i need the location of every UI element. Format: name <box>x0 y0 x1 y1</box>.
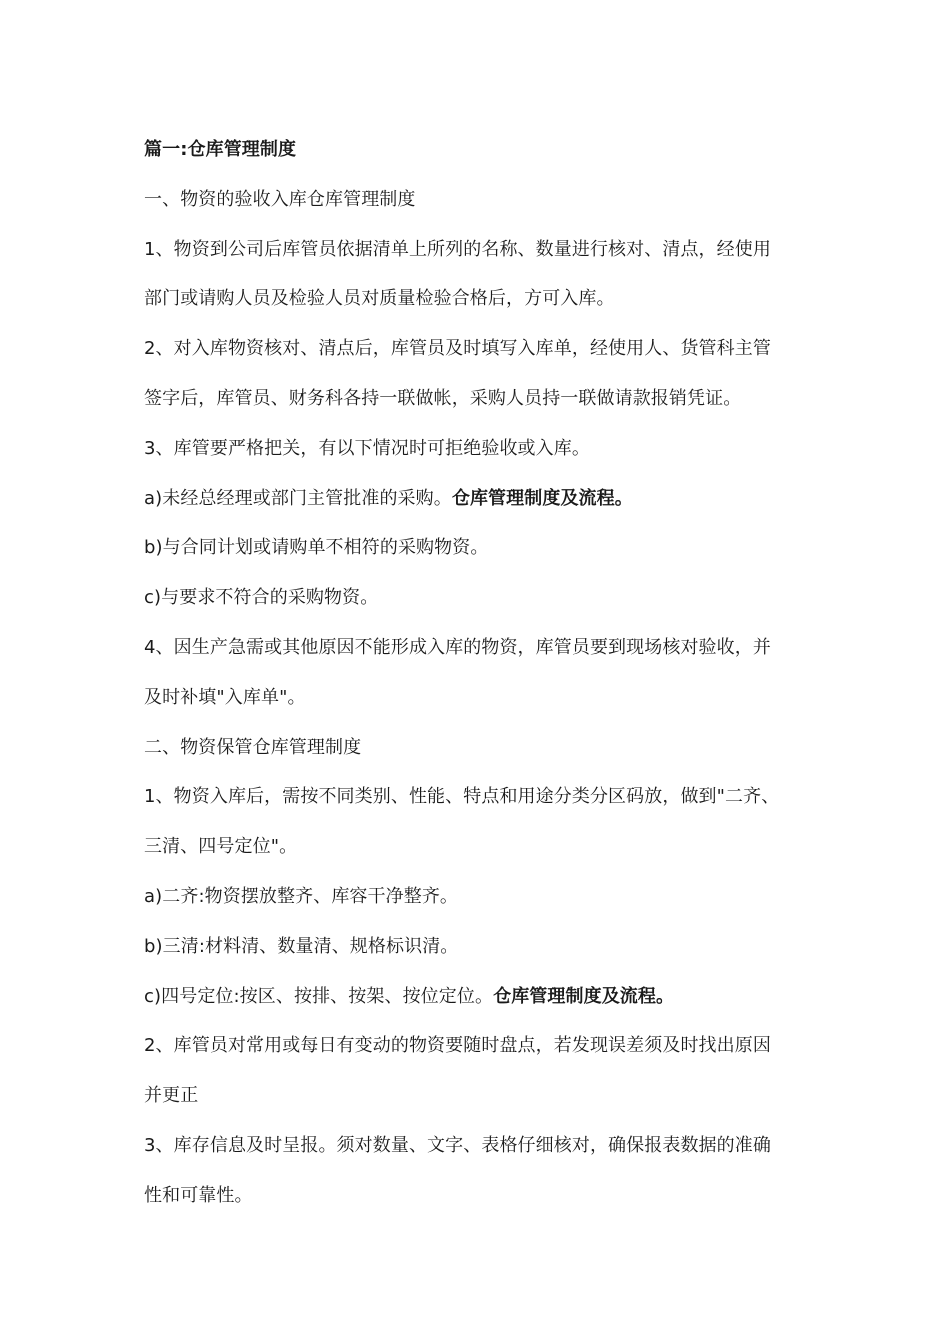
list-item-c: c)与要求不符合的采购物资。 <box>144 587 379 609</box>
list-item-a-text: a)未经总经理或部门主管批准的采购。 <box>144 487 452 509</box>
paragraph-2-line-2: 签字后，库管员、财务科各持一联做帐，采购人员持一联做请款报销凭证。 <box>144 387 742 409</box>
section-2-list-item-c-bold-note: 仓库管理制度及流程。 <box>493 985 675 1007</box>
section-heading-1: 一、物资的验收入库仓库管理制度 <box>144 188 416 210</box>
section-2-paragraph-3-line-1: 3、库存信息及时呈报。须对数量、文字、表格仔细核对，确保报表数据的准确 <box>144 1134 771 1156</box>
section-2-paragraph-2-line-1: 2、库管员对常用或每日有变动的物资要随时盘点，若发现误差须及时找出原因 <box>144 1035 771 1057</box>
document-page <box>144 125 814 1221</box>
paragraph-4-line-2: 及时补填"入库单"。 <box>144 686 306 708</box>
section-2-paragraph-1-line-1: 1、物资入库后，需按不同类别、性能、特点和用途分类分区码放，做到"二齐、 <box>144 786 780 808</box>
section-2-list-item-a: a)二齐:物资摆放整齐、库容干净整齐。 <box>144 885 459 907</box>
list-item-a <box>144 474 814 524</box>
paragraph-4-line-1: 4、因生产急需或其他原因不能形成入库的物资，库管员要到现场核对验收，并 <box>144 636 771 658</box>
paragraph-2-line-1: 2、对入库物资核对、清点后，库管员及时填写入库单，经使用人、货管科主管 <box>144 338 771 360</box>
paragraph-3: 3、库管要严格把关，有以下情况时可拒绝验收或入库。 <box>144 437 590 459</box>
section-2-list-item-c-text: c)四号定位:按区、按排、按架、按位定位。 <box>144 985 494 1007</box>
section-2-list-item-c <box>144 972 814 1022</box>
paragraph-1-line-1: 1、物资到公司后库管员依据清单上所列的名称、数量进行核对、清点，经使用 <box>144 238 771 260</box>
section-2-list-item-b: b)三清:材料清、数量清、规格标识清。 <box>144 935 459 957</box>
section-2-paragraph-2-line-2: 并更正 <box>144 1085 199 1107</box>
paragraph-1-line-2: 部门或请购人员及检验人员对质量检验合格后，方可入库。 <box>144 288 615 310</box>
list-item-b: b)与合同计划或请购单不相符的采购物资。 <box>144 537 489 559</box>
section-2-paragraph-3-line-2: 性和可靠性。 <box>144 1184 253 1206</box>
list-item-a-bold-note: 仓库管理制度及流程。 <box>451 487 633 509</box>
document-title: 篇一:仓库管理制度 <box>144 139 297 160</box>
section-2-paragraph-1-line-2: 三清、四号定位"。 <box>144 836 298 858</box>
section-heading-2: 二、物资保管仓库管理制度 <box>144 736 362 758</box>
